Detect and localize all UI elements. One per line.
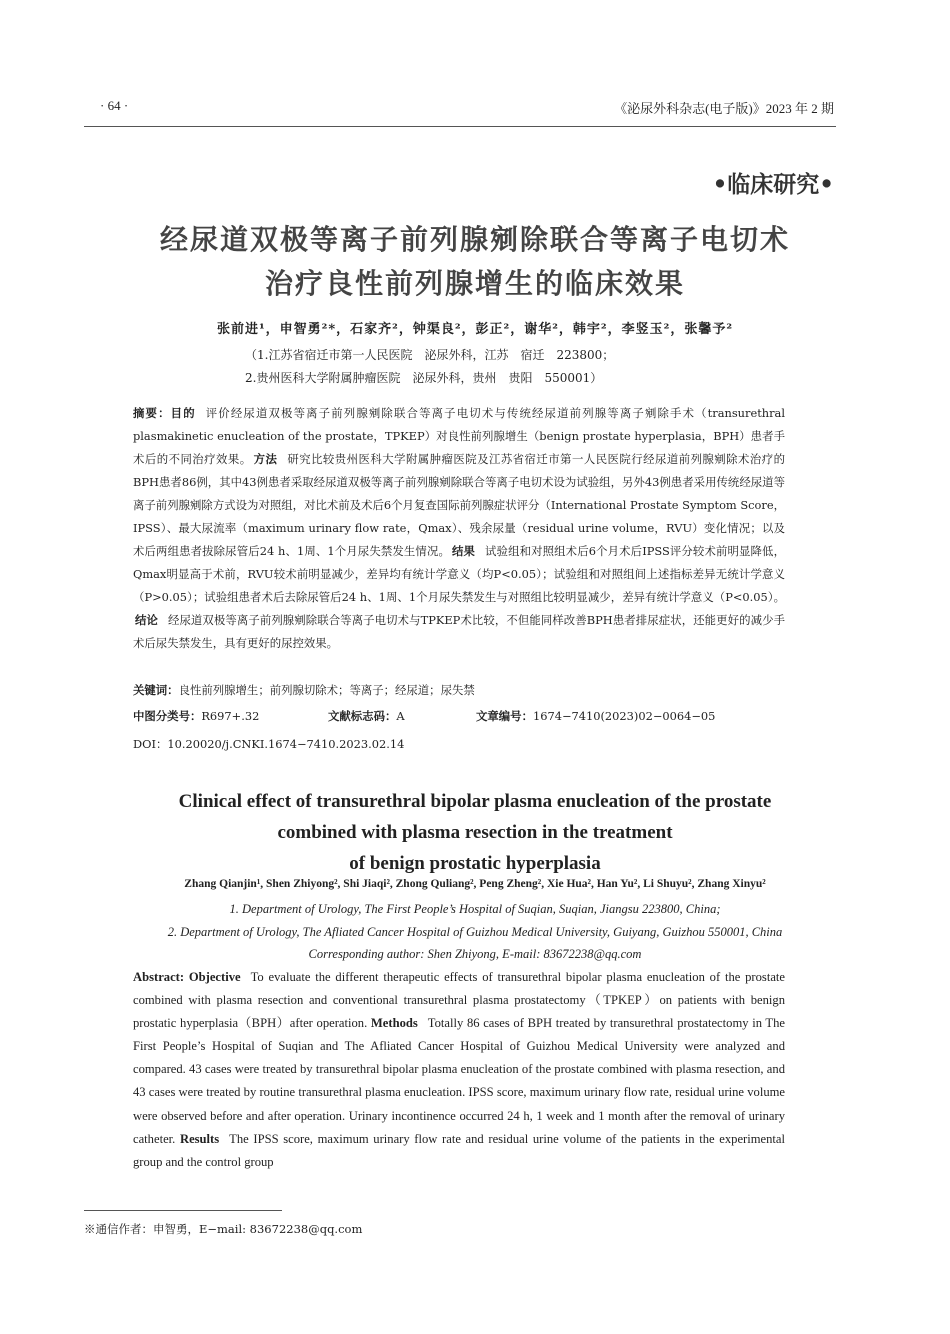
article-number bbox=[476, 708, 715, 724]
abstract-en bbox=[133, 966, 785, 1174]
abstract-en-label: Abstract: Objective bbox=[133, 970, 241, 984]
clc-value: R697+.32 bbox=[201, 709, 260, 723]
abstract-en-methods: Totally 86 cases of BPH treated by transurethral prostatectomy in The First People’s Hospital of Suqian and The Afliated Cancer Hospital of Guizhou Medical University were analyzed and compared. 43 cases were treated by transurethral bipolar plasma enucleation of the prostate combined with plasma resection, and 43 cases were treated by routine transurethral plasma enucleation. IPSS score, maximum urinary flow rate, residual urine volume were observed before and after operation. Urinary incontinence occurred 24 h, 1 week and 1 month after the removal of urinary catheter. bbox=[133, 1016, 786, 1146]
journal-name: 《泌尿外科杂志(电子版)》2023 年 2 期 bbox=[614, 101, 834, 116]
doi: DOI：10.20020/j.CNKI.1674−7410.2023.02.14 bbox=[133, 737, 405, 751]
title-en-line2: combined with plasma resection in the treatment bbox=[277, 822, 673, 843]
affiliation-cn-1: （1.江苏省宿迁市第一人民医院 泌尿外科，江苏 宿迁 223800； bbox=[245, 348, 615, 362]
abstract-en-results: The IPSS score, maximum urinary flow rate and residual urine volume of the patients in the experimental group and the control group bbox=[133, 1131, 785, 1169]
abstract-en-objective: To evaluate the different therapeutic effects of transurethral bipolar plasma enucleation of the prostate combined with plasma resection and conventional transurethral plasma prostatectomy（TPKEP）on patients with benign prostatic hyperplasia（BPH）after operation. bbox=[133, 970, 785, 1031]
article-number-label: 文章编号： bbox=[476, 709, 533, 723]
title-cn-line1: 经尿道双极等离子前列腺剜除联合等离子电切术 bbox=[159, 223, 790, 256]
abstract-cn-label: 摘要：目的 bbox=[133, 406, 196, 420]
title-en-line1: Clinical effect of transurethral bipolar plasma enucleation of the prostate bbox=[178, 791, 772, 812]
title-cn-line2: 治疗良性前列腺增生的临床效果 bbox=[264, 267, 685, 300]
article-number-value: 1674−7410(2023)02−0064−05 bbox=[532, 709, 716, 723]
authors-cn: 张前进¹，申智勇²*，石家齐²，钟渠良²，彭正²，谢华²，韩宇²，李竖玉²，张馨予² bbox=[216, 322, 734, 337]
abstract-cn-conclusion: 经尿道双极等离子前列腺剜除联合等离子电切术与TPKEP术比较，不但能同样改善BPH患者排尿症状，还能更好的减少手术后尿失禁发生，具有更好的尿控效果。 bbox=[133, 613, 785, 650]
abstract-cn-results: 试验组和对照组术后6个月术后IPSS评分较术前明显降低，Qmax明显高于术前，RVU较术前明显减少，差异均有统计学意义（均P<0.05）；试验组和对照组间上述指标差异无统计学意义（P>0.05）；试验组患者术后去除尿管后24 h、1周、1个月尿失禁发生与对照组比较明显减少，差异有统计学意义（P<0.05）。 bbox=[133, 544, 785, 604]
abstract-cn-methods: 研究比较贵州医科大学附属肿瘤医院及江苏省宿迁市第一人民医院行经尿道前列腺剜除术治疗的BPH患者86例，其中43例患者采取经尿道双极等离子前列腺剜除联合等离子电切术设为试验组，另外43例患者采用传统经尿道等离子前列腺剜除方式设为对照组，对比术前及术后6个月复查国际前列腺症状评分（International Prostate Symptom Score，IPSS）、最大尿流率（maximum urinary flow rate，Qmax）、残余尿量（residual urine volume，RVU）变化情况；以及术后两组患者拔除尿管后24 h、1周、1个月尿失禁发生情况。 bbox=[133, 452, 785, 558]
header-rule bbox=[84, 126, 836, 127]
affiliation-en-2: 2. Department of Urology, The Afliated Cancer Hospital of Guizhou Medical University, Guiyang, Guizhou 550001, China bbox=[167, 925, 783, 939]
keywords-label: 关键词： bbox=[133, 683, 179, 697]
abstract-en-results-label: Results bbox=[179, 1131, 220, 1146]
document-code-value: A bbox=[396, 709, 405, 723]
abstract-cn-methods-label: 方法 bbox=[253, 452, 278, 466]
authors-en: Zhang Qianjin¹, Shen Zhiyong², Shi Jiaqi², Zhong Quliang², Peng Zheng², Xie Hua², Han Yu², Li Shuyu², Zhang Xinyu² bbox=[184, 878, 766, 890]
abstract-en-methods-label: Methods bbox=[370, 1016, 418, 1031]
title-en bbox=[0, 786, 950, 879]
abstract-cn bbox=[133, 402, 785, 655]
clc-label: 中图分类号： bbox=[133, 709, 202, 723]
title-en-line3: of benign prostatic hyperplasia bbox=[349, 853, 601, 874]
footnote-corresponding-author: ※通信作者：申智勇，E−mail: 83672238@qq.com bbox=[84, 1222, 363, 1236]
abstract-cn-conclusion-label: 结论 bbox=[135, 613, 158, 627]
affiliation-en-1: 1. Department of Urology, The First People’s Hospital of Suqian, Suqian, Jiangsu 223800, China; bbox=[229, 902, 721, 916]
clc-number bbox=[133, 708, 259, 724]
document-code bbox=[328, 708, 405, 724]
page-number: · 64 · bbox=[100, 98, 129, 113]
section-label: •临床研究• bbox=[712, 171, 834, 198]
footnote-rule bbox=[84, 1210, 282, 1211]
affiliation-cn-2: 2.贵州医科大学附属肿瘤医院 泌尿外科，贵州 贵阳 550001） bbox=[245, 371, 603, 385]
keywords-text: 良性前列腺增生；前列腺切除术；等离子；经尿道；尿失禁 bbox=[178, 683, 475, 697]
abstract-cn-results-label: 结果 bbox=[451, 544, 476, 558]
document-code-label: 文献标志码： bbox=[328, 709, 397, 723]
abstract-cn-objective: 评价经尿道双极等离子前列腺剜除联合等离子电切术与传统经尿道前列腺等离子剜除手术（transurethral plasmakinetic enucleation of the prostate，TPKEP）对良性前列腺增生（benign prostate hyperplasia，BPH）患者手术后的不同治疗效果。 bbox=[133, 406, 785, 466]
keywords bbox=[133, 682, 475, 698]
corresponding-author-en: Corresponding author: Shen Zhiyong, E-mail: 83672238@qq.com bbox=[308, 947, 642, 961]
